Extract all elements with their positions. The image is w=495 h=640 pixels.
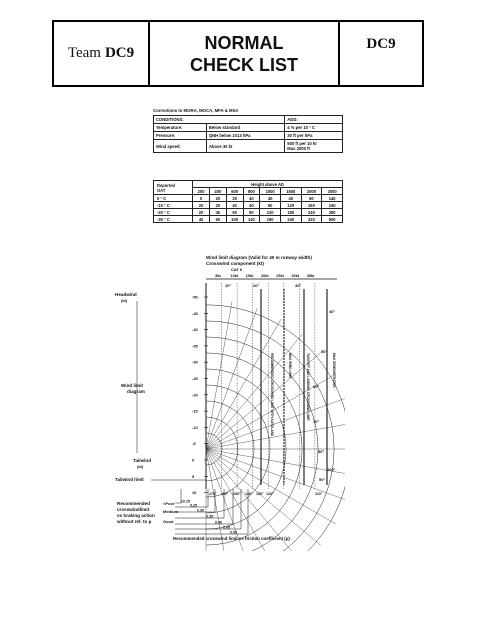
oat-cell: -10 ° C <box>154 202 193 209</box>
row-label: Temperature: <box>154 124 207 132</box>
height-col-400: 400 <box>209 188 226 195</box>
headwind-tick-label: -15 <box>192 408 198 414</box>
angle-label-right: 60° <box>313 384 320 389</box>
headwind-tick-label: -10 <box>192 424 198 430</box>
table-cell: 180 <box>280 209 301 216</box>
row-condition: Below standard <box>206 124 284 132</box>
table-row <box>154 140 343 153</box>
vertical-limit-label: MAX DEMONSTRATED <box>332 353 336 388</box>
team-cell <box>54 22 150 85</box>
title-line-2: CHECK LIST <box>190 54 298 75</box>
top-tick-label: 15kt <box>245 274 254 278</box>
height-header: Height above AD <box>193 181 343 188</box>
vertical-limit-label: TAKEOFF AND LANDING CROSSWIND LIMIT <box>306 353 310 421</box>
table-cell: 60 <box>260 202 281 209</box>
crosswind-axis-label: Crosswind component (kt) <box>206 261 264 266</box>
table-cell: 240 <box>322 202 343 209</box>
table-cell: 60 <box>301 195 322 202</box>
angle-label-bottom: 140° <box>245 492 253 496</box>
row-add-line2: Max 2000 ft <box>287 146 310 151</box>
rec-label-4: without ref. to μ <box>117 519 152 524</box>
coeff-label: 0.50 <box>230 530 237 535</box>
conditions-header: CONDITIONS: <box>154 116 285 124</box>
headwind-tick-label: -45 <box>192 310 198 316</box>
row-label: Wind speed: <box>154 140 207 153</box>
angle-label-bottom: 130° <box>256 492 264 496</box>
coeff-label: ≥0.25 <box>181 499 190 504</box>
tailwind-unit: (kt) <box>137 464 144 469</box>
headwind-label: Headwind <box>115 292 137 297</box>
table-row <box>154 195 343 202</box>
angle-label-bottom: 150° <box>233 492 241 496</box>
table-cell: 0 <box>193 195 210 202</box>
rec-label-3: vs braking action <box>117 513 155 518</box>
team-label: Team <box>67 45 101 61</box>
table-row <box>154 116 343 124</box>
row-add-line1: 500 ft per 10 kt <box>287 141 317 146</box>
angle-label-bottom: 170° <box>209 492 217 496</box>
top-tick-label: 20kt <box>261 274 269 278</box>
table-cell: 60 <box>226 209 243 216</box>
braking-label: <Poor <box>163 501 175 506</box>
cat-label: CAT II <box>231 267 243 272</box>
angle-line <box>206 449 345 475</box>
diagram-title: Wind limit diagram (Valid for 40 m runway width) <box>206 255 312 260</box>
table-row <box>154 132 343 140</box>
wind-limit-label-2: diagram <box>127 389 145 394</box>
height-col-1500: 1500 <box>280 188 301 195</box>
top-tick-label: 10kt <box>230 274 239 278</box>
headwind-tick-label: -25 <box>192 376 198 381</box>
table-cell: 100 <box>226 216 243 223</box>
headwind-tick-label: -5 <box>192 441 196 447</box>
angle-label-right: 90° <box>319 477 326 482</box>
table-cell: 320 <box>301 216 322 223</box>
tailwind-limit-label: Tailwind limit <box>115 477 144 482</box>
angle-label-right: 50° <box>321 349 328 354</box>
table-row <box>154 124 343 132</box>
coeff-label: 0.30 <box>197 508 204 513</box>
table-cell: 40 <box>280 195 301 202</box>
table-cell: 140 <box>322 195 343 202</box>
angle-line <box>206 308 257 449</box>
angle-label-right: 100° <box>327 467 336 472</box>
table-cell: 60 <box>209 216 226 223</box>
headwind-tick-label: -35 <box>192 343 198 349</box>
add-header: ADD: <box>285 116 343 124</box>
braking-label: Good <box>163 519 174 524</box>
table-cell: 380 <box>322 209 343 216</box>
row-add: 30 ft per hPa <box>285 132 343 140</box>
table-cell: 40 <box>260 195 281 202</box>
headwind-tick-label: -20 <box>192 392 198 398</box>
team-code: DC9 <box>104 45 135 61</box>
vertical-limit-label: MAX WIND LIMIT <box>288 353 292 379</box>
height-col-200: 200 <box>193 188 210 195</box>
wind-limit-diagram <box>113 253 345 551</box>
table-cell: 160 <box>260 216 281 223</box>
height-col-2000: 2000 <box>301 188 322 195</box>
row-condition: QNH below 1013 hPa <box>206 132 284 140</box>
angle-label-right: 40° <box>329 309 336 314</box>
angle-label-bottom: 160° <box>221 492 229 496</box>
table-cell: 20 <box>193 202 210 209</box>
row-add: 4 % per 10 ° C <box>285 124 343 132</box>
headwind-tick-label: -50 <box>192 294 198 300</box>
oat-label: OAT <box>157 187 166 193</box>
table-row <box>154 202 343 209</box>
coeff-label: 0.40 <box>215 520 222 525</box>
corrections-title: Corrections to MORA, MOCA, MFA & MSA <box>153 108 239 113</box>
table-cell: 40 <box>243 202 260 209</box>
table-cell: 20 <box>193 209 210 216</box>
table-cell: 40 <box>226 202 243 209</box>
angle-label-right: 70° <box>313 419 320 424</box>
coeff-label: 0.45 <box>223 525 230 530</box>
vertical-limit-label: RECOMMENDED CROSSWIND LIMIT WITH AUTOLAND <box>270 353 274 437</box>
table-cell: 240 <box>280 216 301 223</box>
top-tick-label: 25kt <box>276 274 284 278</box>
headwind-tick-label: 5 <box>192 473 195 479</box>
rec-label-2: crosswindlimit <box>117 507 150 512</box>
table-cell: 160 <box>301 202 322 209</box>
table-cell: 120 <box>260 209 281 216</box>
title-line-1: NORMAL <box>204 32 284 53</box>
top-tick-label: 5kt <box>215 274 221 278</box>
row-label: Pressure: <box>154 132 207 140</box>
angle-line <box>206 334 302 449</box>
table-cell: 40 <box>209 209 226 216</box>
oat-cell: -30 ° C <box>154 216 193 223</box>
table-cell: 40 <box>243 195 260 202</box>
angle-line <box>206 423 345 449</box>
aircraft-cell <box>340 22 422 85</box>
wind-limit-label: Wind limit <box>121 383 143 388</box>
bottom-label: Recommended crosswind limit vs friction coefficient (μ) <box>173 536 290 541</box>
table-row <box>154 209 343 216</box>
rec-label-1: Recommended <box>117 501 150 506</box>
height-table <box>153 180 343 223</box>
corrections-section <box>153 108 343 153</box>
reported-label: Reported <box>157 182 175 188</box>
braking-label: Medium <box>163 509 179 514</box>
headwind-unit: (kt) <box>121 298 128 303</box>
angle-label-right: 80° <box>318 449 325 454</box>
reported-oat-header <box>154 181 193 195</box>
oat-cell: 0 ° C <box>154 195 193 202</box>
angle-label-bottom: 110° <box>315 492 323 496</box>
table-row <box>154 216 343 223</box>
height-col-1000: 1000 <box>260 188 281 195</box>
headwind-tick-label: 0 <box>192 457 195 463</box>
coeff-label: 0.35 <box>206 514 213 519</box>
top-tick-label: 30kt <box>291 274 300 278</box>
table-cell: 20 <box>226 195 243 202</box>
table-cell: 20 <box>209 195 226 202</box>
speed-arc <box>206 305 345 551</box>
corrections-table <box>153 115 343 153</box>
aircraft-code: DC9 <box>366 36 396 52</box>
headwind-tick-label: -40 <box>192 327 198 333</box>
table-cell: 120 <box>280 202 301 209</box>
row-condition: Above 30 kt <box>206 140 284 153</box>
table-cell: 500 <box>322 216 343 223</box>
height-section <box>153 180 343 223</box>
table-row <box>154 181 343 188</box>
title-cell <box>150 22 340 85</box>
wind-diagram-svg <box>113 253 345 551</box>
table-cell: 80 <box>243 209 260 216</box>
table-cell: 40 <box>193 216 210 223</box>
headwind-tick-label: 10 <box>192 490 197 496</box>
height-col-600: 600 <box>226 188 243 195</box>
headwind-tick-label: -30 <box>192 359 198 365</box>
top-tick-label: 35kt <box>306 274 315 278</box>
table-cell: 240 <box>301 209 322 216</box>
angle-label-top: 10° <box>225 283 232 288</box>
oat-cell: -20 ° C <box>154 209 193 216</box>
page-header <box>52 20 424 87</box>
height-col-800: 800 <box>243 188 260 195</box>
tailwind-label: Tailwind <box>133 458 152 463</box>
height-body <box>154 195 343 223</box>
angle-label-top: 20° <box>253 283 260 288</box>
angle-label-top: 30° <box>295 283 302 288</box>
coeff-label: 0.25 <box>190 503 197 508</box>
height-col-3000: 3000 <box>322 188 343 195</box>
table-cell: 20 <box>209 202 226 209</box>
table-cell: 140 <box>243 216 260 223</box>
row-add <box>285 140 343 153</box>
angle-label-bottom: 120° <box>266 492 274 496</box>
